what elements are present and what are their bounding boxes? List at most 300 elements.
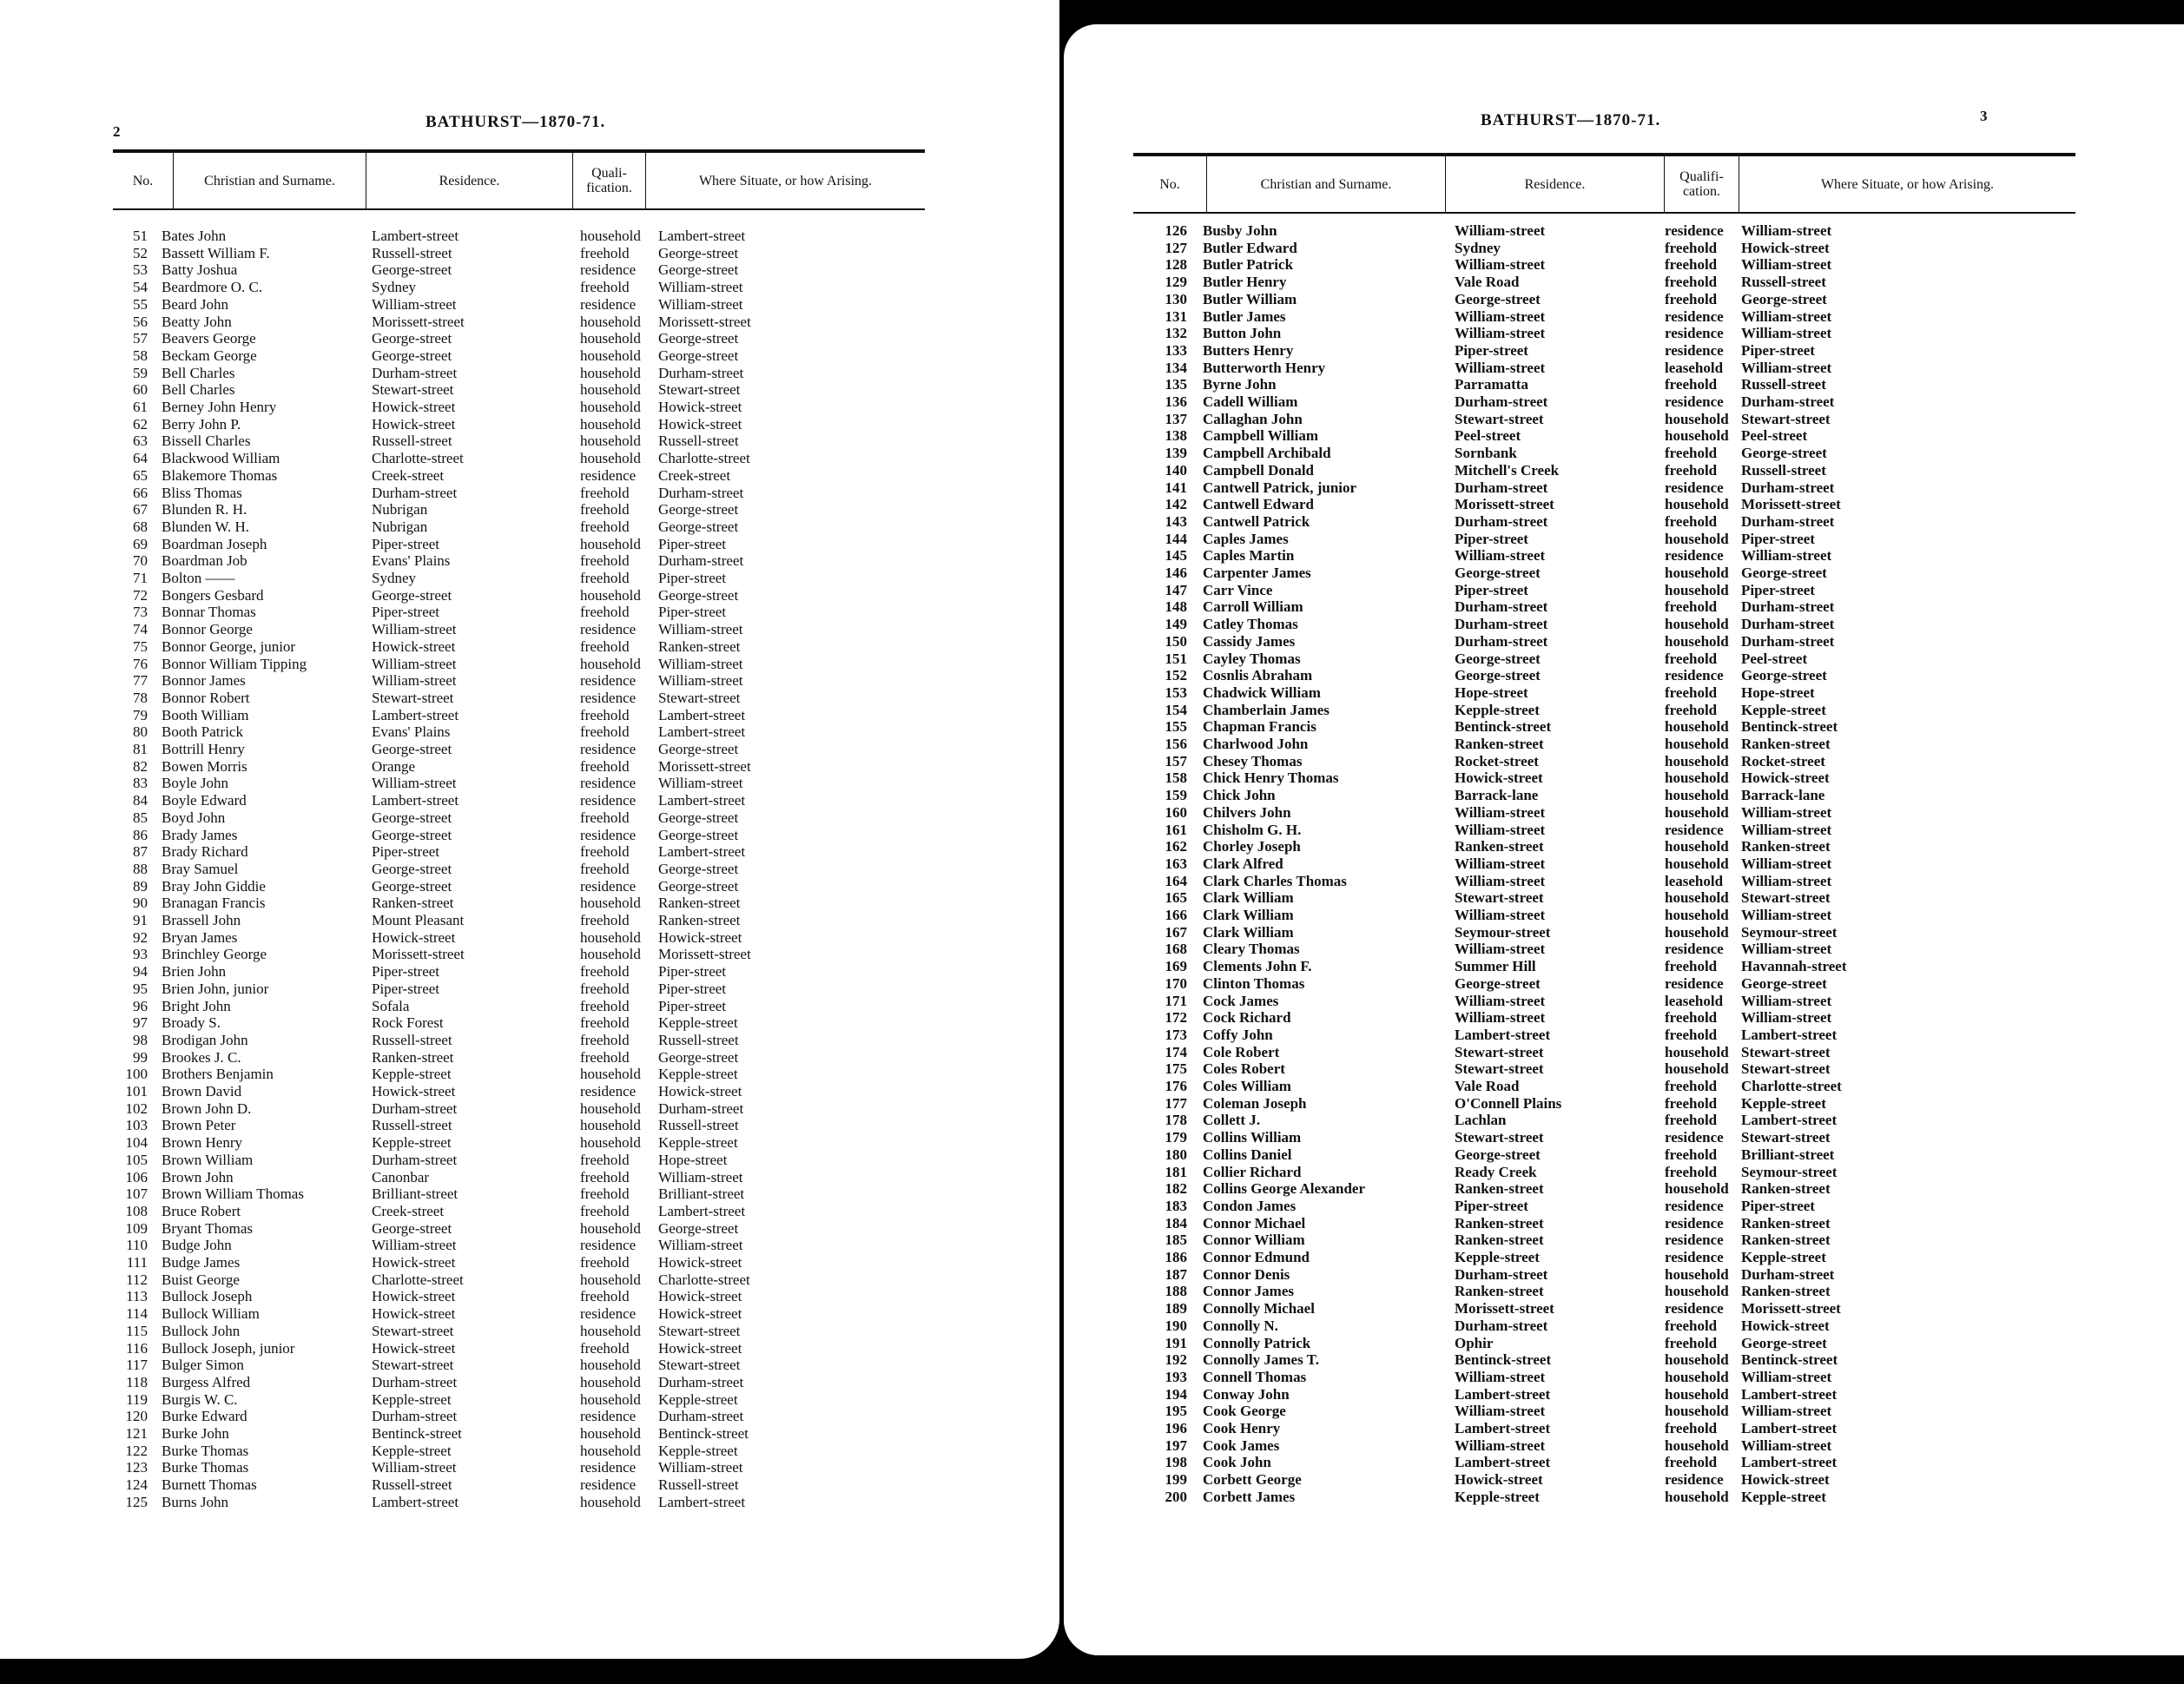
where-situate: Russell-street xyxy=(1741,274,1826,291)
residence: Durham-street xyxy=(372,364,458,381)
table-row xyxy=(1133,1403,2075,1419)
where-situate: George-street xyxy=(1741,565,1827,581)
voter-name: Carr Vince xyxy=(1203,581,1273,598)
where-situate: Howick-street xyxy=(658,1339,742,1357)
residence: Durham-street xyxy=(372,1408,458,1425)
row-number: 153 xyxy=(1165,684,1187,701)
where-situate: Piper-street xyxy=(658,963,727,981)
qualification: household xyxy=(1665,1283,1729,1300)
table-row xyxy=(113,1459,925,1476)
row-number: 172 xyxy=(1165,1009,1187,1027)
row-number: 61 xyxy=(133,399,148,415)
row-number: 187 xyxy=(1165,1265,1187,1283)
table-row xyxy=(113,381,925,398)
table-row xyxy=(113,1014,925,1031)
voter-name: Collett J. xyxy=(1203,1112,1261,1129)
table-row xyxy=(1133,496,2075,512)
header-where: Where Situate, or how Arising. xyxy=(1820,176,1995,192)
voter-name: Cock Richard xyxy=(1203,1009,1291,1027)
qualification: freehold xyxy=(1665,376,1718,393)
voter-name: Blunden W. H. xyxy=(162,518,250,535)
voter-name: Brinchley George xyxy=(162,946,267,963)
where-situate: William-street xyxy=(1741,992,1832,1009)
residence: Charlotte-street xyxy=(372,450,464,467)
residence: William-street xyxy=(372,775,457,792)
qualification: freehold xyxy=(1665,274,1718,291)
qualification: residence xyxy=(580,792,637,809)
table-row xyxy=(113,723,925,740)
table-row xyxy=(113,501,925,518)
voter-name: Cole Robert xyxy=(1203,1043,1280,1060)
residence: Morissett-street xyxy=(372,313,465,330)
residence: Howick-street xyxy=(372,928,456,946)
qualification: household xyxy=(580,1493,641,1510)
residence: Piper-street xyxy=(1455,581,1528,598)
qualification: freehold xyxy=(1665,1334,1718,1351)
voter-name: Catley Thomas xyxy=(1203,616,1298,633)
row-number: 162 xyxy=(1165,838,1187,855)
voter-name: Branagan Francis xyxy=(162,895,266,912)
qualification: residence xyxy=(580,1305,637,1323)
where-situate: Ranken-street xyxy=(1741,1180,1831,1198)
qualification: household xyxy=(580,1271,641,1288)
residence: Russell-street xyxy=(372,433,452,450)
qualification: freehold xyxy=(580,1339,630,1357)
row-number: 118 xyxy=(126,1373,148,1390)
row-number: 169 xyxy=(1165,958,1187,975)
qualification: residence xyxy=(1665,941,1724,958)
table-row xyxy=(1133,342,2075,359)
where-situate: William-street xyxy=(1741,1403,1832,1420)
qualification: household xyxy=(1665,1488,1729,1505)
header-qualification: Qualifi-cation. xyxy=(1665,156,1739,212)
qualification: residence xyxy=(580,466,637,484)
table-row xyxy=(113,1476,925,1493)
voter-name: Coffy John xyxy=(1203,1026,1273,1043)
table-row xyxy=(113,399,925,415)
where-situate: Piper-street xyxy=(658,604,727,621)
qualification: freehold xyxy=(580,1048,630,1066)
qualification: freehold xyxy=(580,279,630,296)
voter-name: Cook James xyxy=(1203,1436,1280,1454)
where-situate: Ranken-street xyxy=(658,637,741,655)
voter-name: Burke Edward xyxy=(162,1408,247,1425)
qualification: residence xyxy=(580,877,637,895)
residence: William-street xyxy=(1455,941,1546,958)
where-situate: William-street xyxy=(1741,803,1832,821)
qualification: household xyxy=(580,415,641,433)
voter-name: Bruce Robert xyxy=(162,1202,241,1219)
voter-name: Bray Samuel xyxy=(162,860,239,877)
residence: George-street xyxy=(372,1219,452,1237)
voter-name: Bryan James xyxy=(162,928,238,946)
table-row xyxy=(1133,838,2075,855)
table-row xyxy=(1133,1454,2075,1470)
voter-name: Corbett George xyxy=(1203,1471,1302,1489)
row-number: 128 xyxy=(1165,256,1187,274)
table-row xyxy=(1133,325,2075,341)
where-situate: Howick-street xyxy=(658,1254,742,1271)
qualification: residence xyxy=(1665,1471,1724,1489)
voter-name: Butler Patrick xyxy=(1203,256,1294,274)
table-row xyxy=(113,1391,925,1408)
row-number: 108 xyxy=(125,1202,148,1219)
residence: Durham-street xyxy=(1455,616,1548,633)
voter-name: Clark Alfred xyxy=(1203,855,1283,872)
row-number: 140 xyxy=(1165,461,1187,479)
where-situate: George-street xyxy=(658,501,739,518)
table-row xyxy=(1133,667,2075,684)
where-situate: William-street xyxy=(1741,855,1832,872)
voter-name: Bonnar Thomas xyxy=(162,604,256,621)
residence: Lambert-street xyxy=(1455,1385,1551,1403)
where-situate: Ranken-street xyxy=(658,895,741,912)
row-number: 131 xyxy=(1165,307,1187,325)
residence: Ready Creek xyxy=(1455,1163,1537,1180)
where-situate: George-street xyxy=(658,586,739,604)
qualification: household xyxy=(1665,1368,1729,1385)
residence: Stewart-street xyxy=(1455,1060,1544,1078)
voter-name: Beard John xyxy=(162,295,228,313)
table-row xyxy=(1133,393,2075,410)
row-number: 126 xyxy=(1165,222,1187,239)
where-situate: William-street xyxy=(1741,907,1832,923)
residence: Ranken-street xyxy=(1455,1214,1544,1232)
table-row xyxy=(113,1237,925,1253)
residence: Piper-street xyxy=(1455,530,1528,547)
where-situate: Lambert-street xyxy=(658,792,746,809)
where-situate: Bentinck-street xyxy=(1741,1351,1838,1369)
qualification: household xyxy=(1665,632,1729,650)
voter-name: Charlwood John xyxy=(1203,736,1309,752)
row-number: 193 xyxy=(1165,1368,1187,1385)
voter-name: Cayley Thomas xyxy=(1203,650,1301,667)
voter-name: Button John xyxy=(1203,325,1282,342)
qualification: household xyxy=(580,1066,641,1083)
row-number: 73 xyxy=(133,604,148,621)
qualification: freehold xyxy=(580,1168,630,1185)
residence: Howick-street xyxy=(372,415,456,433)
qualification: residence xyxy=(580,1408,637,1425)
where-situate: Stewart-street xyxy=(1741,889,1831,907)
header-where: Where Situate, or how Arising. xyxy=(698,173,873,188)
where-situate: Charlotte-street xyxy=(1741,1078,1842,1094)
table-row xyxy=(1133,582,2075,598)
where-situate: Bentinck-street xyxy=(658,1425,749,1442)
residence: Howick-street xyxy=(1455,1471,1543,1489)
where-situate: Kepple-street xyxy=(1741,1249,1826,1265)
qualification: household xyxy=(580,347,641,364)
voter-name: Blakemore Thomas xyxy=(162,466,278,484)
row-number: 101 xyxy=(125,1083,148,1100)
residence: William-street xyxy=(372,655,457,672)
where-situate: Lambert-street xyxy=(658,228,746,244)
table-row xyxy=(1133,753,2075,769)
qualification: household xyxy=(580,313,641,330)
residence: Durham-street xyxy=(1455,1317,1548,1334)
qualification: leasehold xyxy=(1665,992,1724,1009)
voter-name: Boyle John xyxy=(162,775,228,792)
residence: Vale Road xyxy=(1455,274,1520,291)
table-row xyxy=(1133,547,2075,564)
where-situate: George-street xyxy=(658,877,739,895)
where-situate: Stewart-street xyxy=(1741,1043,1831,1060)
header-no: No. xyxy=(113,153,174,208)
table-row xyxy=(1133,479,2075,496)
voter-name: Bowen Morris xyxy=(162,757,247,775)
row-number: 137 xyxy=(1165,410,1187,427)
header-name: Christian and Surname. xyxy=(174,153,366,208)
voter-name: Chadwick William xyxy=(1203,684,1321,701)
residence: Ranken-street xyxy=(372,895,454,912)
qualification: residence xyxy=(1665,821,1724,838)
voter-name: Coles William xyxy=(1203,1078,1291,1094)
table-row xyxy=(1133,1009,2075,1026)
row-number: 68 xyxy=(133,518,148,535)
qualification: freehold xyxy=(580,843,630,861)
residence: George-street xyxy=(1455,1146,1541,1163)
where-situate: Durham-street xyxy=(1741,1265,1835,1283)
where-situate: George-street xyxy=(1741,974,1827,992)
residence: George-street xyxy=(1455,290,1541,307)
where-situate: Lambert-street xyxy=(658,706,746,723)
voter-name: Caples Martin xyxy=(1203,547,1295,565)
row-number: 178 xyxy=(1165,1112,1187,1129)
row-number: 106 xyxy=(125,1168,148,1185)
qualification: household xyxy=(1665,803,1729,821)
voter-name: Cantwell Edward xyxy=(1203,496,1314,513)
qualification: residence xyxy=(1665,547,1724,565)
voter-name: Brien John, junior xyxy=(162,980,269,997)
qualification: freehold xyxy=(1665,1454,1718,1471)
table-row xyxy=(113,261,925,278)
qualification: residence xyxy=(580,1083,637,1100)
where-situate: Piper-street xyxy=(1741,1197,1815,1214)
where-situate: George-street xyxy=(658,261,739,279)
table-row xyxy=(113,1425,925,1442)
where-situate: Morissett-street xyxy=(1741,1300,1841,1317)
voter-name: Collins Daniel xyxy=(1203,1146,1292,1163)
voter-name: Cantwell Patrick, junior xyxy=(1203,479,1357,496)
table-row xyxy=(1133,1351,2075,1368)
qualification: household xyxy=(580,1100,641,1117)
table-row xyxy=(1133,975,2075,992)
voter-name: Beavers George xyxy=(162,330,256,347)
row-number: 160 xyxy=(1165,803,1187,821)
row-number: 97 xyxy=(133,1014,148,1032)
table-row xyxy=(113,1134,925,1151)
residence: Howick-street xyxy=(372,1305,456,1323)
row-number: 93 xyxy=(133,946,148,963)
voter-name: Brown William Thomas xyxy=(162,1185,304,1203)
voter-name: Connor James xyxy=(1203,1283,1294,1300)
qualification: household xyxy=(580,364,641,381)
voter-name: Boyd John xyxy=(162,809,226,826)
qualification: residence xyxy=(580,672,637,690)
qualification: household xyxy=(580,399,641,415)
voter-name: Carroll William xyxy=(1203,598,1303,616)
table-row xyxy=(1133,1471,2075,1488)
where-situate: Howick-street xyxy=(1741,769,1830,787)
table-row xyxy=(1133,958,2075,974)
residence: Lachlan xyxy=(1455,1112,1507,1129)
table-row xyxy=(1133,513,2075,530)
voter-name: Boyle Edward xyxy=(162,792,247,809)
where-situate: Rocket-street xyxy=(1741,752,1825,769)
residence: Ranken-street xyxy=(372,1048,454,1066)
where-situate: Durham-street xyxy=(1741,616,1835,633)
table-row xyxy=(1133,598,2075,615)
row-number: 173 xyxy=(1165,1026,1187,1043)
residence: Summer Hill xyxy=(1455,958,1536,975)
voter-name: Clark William xyxy=(1203,923,1294,941)
where-situate: Charlotte-street xyxy=(658,1271,750,1288)
voter-name: Clinton Thomas xyxy=(1203,974,1305,992)
row-number: 161 xyxy=(1165,821,1187,838)
where-situate: George-street xyxy=(658,244,739,261)
row-number: 163 xyxy=(1165,855,1187,872)
row-number: 184 xyxy=(1165,1214,1187,1232)
row-number: 82 xyxy=(133,757,148,775)
residence: William-street xyxy=(372,672,457,690)
voter-name: Cock James xyxy=(1203,992,1279,1009)
table-row xyxy=(113,1100,925,1117)
voter-name: Chilvers John xyxy=(1203,803,1291,821)
where-situate: Lambert-street xyxy=(1741,1454,1838,1471)
row-number: 98 xyxy=(133,1031,148,1048)
row-number: 90 xyxy=(133,895,148,912)
table-row xyxy=(113,1288,925,1304)
row-number: 87 xyxy=(133,843,148,861)
table-row xyxy=(113,775,925,791)
voter-name: Chorley Joseph xyxy=(1203,838,1301,855)
table-row xyxy=(113,1271,925,1288)
table-row xyxy=(113,1443,925,1459)
qualification: freehold xyxy=(580,1014,630,1032)
header-residence: Residence. xyxy=(1446,156,1665,212)
table-row xyxy=(113,1494,925,1510)
row-number: 138 xyxy=(1165,427,1187,445)
where-situate: William-street xyxy=(1741,1436,1832,1454)
where-situate: William-street xyxy=(658,279,743,296)
qualification: freehold xyxy=(1665,461,1718,479)
residence: Kepple-street xyxy=(372,1134,452,1152)
where-situate: Durham-street xyxy=(658,552,744,570)
table-row xyxy=(113,450,925,466)
row-number: 166 xyxy=(1165,907,1187,923)
row-number: 67 xyxy=(133,501,148,518)
qualification: leasehold xyxy=(1665,872,1724,889)
residence: Kepple-street xyxy=(372,1066,452,1083)
where-situate: Stewart-street xyxy=(658,381,741,399)
table-row xyxy=(113,536,925,552)
row-number: 84 xyxy=(133,792,148,809)
qualification: household xyxy=(1665,1265,1729,1283)
qualification: household xyxy=(1665,1043,1729,1060)
where-situate: Lambert-street xyxy=(1741,1420,1838,1436)
residence: William-street xyxy=(1455,1403,1546,1420)
row-number: 92 xyxy=(133,928,148,946)
where-situate: Seymour-street xyxy=(1741,1163,1838,1180)
row-number: 195 xyxy=(1165,1403,1187,1420)
table-row xyxy=(113,1032,925,1048)
row-number: 179 xyxy=(1165,1129,1187,1146)
qualification: household xyxy=(1665,565,1729,581)
row-number: 189 xyxy=(1165,1300,1187,1317)
residence: William-street xyxy=(1455,872,1546,889)
where-situate: Durham-street xyxy=(1741,479,1835,496)
residence: George-street xyxy=(1455,565,1541,581)
table-row xyxy=(113,707,925,723)
table-row xyxy=(113,1169,925,1185)
table-row xyxy=(113,656,925,672)
table-row xyxy=(113,827,925,843)
row-number: 157 xyxy=(1165,752,1187,769)
table-row xyxy=(1133,1386,2075,1403)
qualification: freehold xyxy=(580,757,630,775)
where-situate: Stewart-street xyxy=(1741,1060,1831,1078)
row-number: 83 xyxy=(133,775,148,792)
voter-name: Brown John xyxy=(162,1168,234,1185)
row-number: 91 xyxy=(133,912,148,928)
where-situate: Stewart-street xyxy=(658,1322,741,1339)
row-number: 124 xyxy=(125,1476,148,1494)
row-number: 53 xyxy=(133,261,148,279)
row-number: 143 xyxy=(1165,512,1187,530)
qualification: residence xyxy=(580,1459,637,1476)
residence: Lambert-street xyxy=(372,706,459,723)
residence: Durham-street xyxy=(1455,512,1548,530)
residence: Morissett-street xyxy=(1455,496,1554,513)
voter-name: Beckam George xyxy=(162,347,257,364)
qualification: residence xyxy=(1665,1249,1724,1265)
row-number: 135 xyxy=(1165,376,1187,393)
voter-name: Callaghan John xyxy=(1203,410,1303,427)
where-situate: Peel-street xyxy=(1741,650,1808,667)
voter-name: Connor Edmund xyxy=(1203,1249,1310,1265)
qualification: freehold xyxy=(580,501,630,518)
qualification: freehold xyxy=(580,1202,630,1219)
table-row xyxy=(1133,445,2075,461)
row-number: 121 xyxy=(125,1425,148,1442)
row-number: 113 xyxy=(126,1288,148,1305)
table-row xyxy=(113,604,925,620)
where-situate: Kepple-street xyxy=(1741,701,1826,718)
row-number: 86 xyxy=(133,826,148,843)
voter-name: Cleary Thomas xyxy=(1203,941,1300,958)
row-number: 142 xyxy=(1165,496,1187,513)
table-row xyxy=(113,245,925,261)
qualification: residence xyxy=(580,1237,637,1254)
residence: Durham-street xyxy=(1455,393,1548,410)
residence: George-street xyxy=(372,877,452,895)
voter-name: Bongers Gesbard xyxy=(162,586,264,604)
row-number: 165 xyxy=(1165,889,1187,907)
qualification: household xyxy=(580,1322,641,1339)
where-situate: Lambert-street xyxy=(1741,1112,1838,1129)
voter-name: Bolton —— xyxy=(162,570,235,586)
where-situate: William-street xyxy=(1741,872,1832,889)
table-row xyxy=(1133,1027,2075,1043)
residence: Durham-street xyxy=(1455,479,1548,496)
table-row xyxy=(113,433,925,449)
table-row xyxy=(1133,411,2075,427)
qualification: freehold xyxy=(580,570,630,586)
row-number: 132 xyxy=(1165,325,1187,342)
voter-name: Campbell Archibald xyxy=(1203,445,1331,462)
table-row xyxy=(1133,1044,2075,1060)
qualification: freehold xyxy=(1665,1146,1718,1163)
